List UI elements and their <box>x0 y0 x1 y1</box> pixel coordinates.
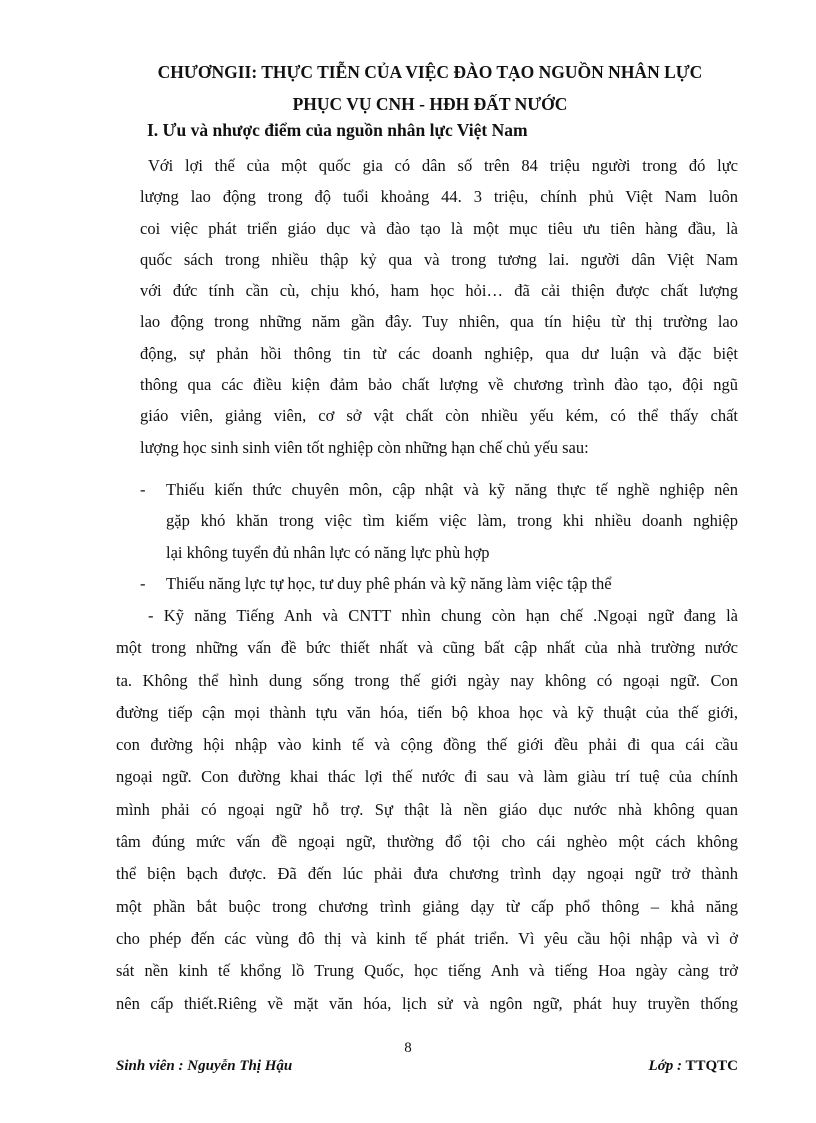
paragraph-line: lao động trong những năm gần đây. Tuy nhiên, qua tín hiệu từ thị trường lao <box>140 312 738 332</box>
bullet-line: Thiếu kiến thức chuyên môn, cập nhật và kỹ năng thực tế nghề nghiệp nên <box>166 480 738 499</box>
footer-student: Sinh viên : Nguyễn Thị Hậu <box>116 1058 293 1074</box>
intro-paragraph <box>140 150 738 463</box>
paragraph-line: lượng học sinh sinh viên tốt nghiệp còn những hạn chế chủ yếu sau: <box>140 437 589 457</box>
paragraph-line: thông qua các điều kiện đảm bảo chất lượng về chương trình đào tạo, đội ngũ <box>140 375 738 395</box>
paragraph-line: thể biện bạch được. Đã đến lúc phải đưa chương trình dạy ngoại ngữ trở thành <box>116 864 738 884</box>
paragraph-line: đường tiếp cận mọi thành tựu văn hóa, tiến bộ khoa học và kỹ thuật của thế giới, <box>116 702 738 722</box>
paragraph-line: ngoại ngữ. Con đường khai thác lợi thế nước đi sau và làm giàu trí tuệ của chính <box>116 767 738 787</box>
bullet-dash: - <box>140 573 146 593</box>
chapter-title <box>100 56 760 120</box>
paragraph-line: coi việc phát triển giáo dục và đào tạo là một mục tiêu ưu tiên hàng đầu, là <box>140 218 738 238</box>
paragraph-line: giáo viên, giảng viên, cơ sở vật chất còn nhiều yếu kém, có thể thấy chất <box>140 406 738 426</box>
paragraph-line: một trong những vấn đề bức thiết nhất và cũng bất cập nhất của nhà trường nước <box>116 638 738 658</box>
section-heading: I. Ưu và nhược điểm của nguồn nhân lực Việt Nam <box>147 120 528 140</box>
paragraph-line: lượng lao động trong độ tuổi khoảng 44. 3 triệu, chính phủ Việt Nam luôn <box>140 187 738 207</box>
bullet-list <box>140 474 738 599</box>
chapter-title-line-1: CHƯƠNGII: THỰC TIỄN CỦA VIỆC ĐÀO TẠO NGUỒN NHÂN LỰC <box>157 62 703 82</box>
bullet-line: Thiếu năng lực tự học, tư duy phê phán và kỹ năng làm việc tập thể <box>166 573 612 593</box>
footer-class <box>649 1058 738 1075</box>
paragraph-line: nên cấp thiết.Riêng về mặt văn hóa, lịch sử và ngôn ngữ, phát huy truyền thống <box>116 993 738 1013</box>
page-footer <box>116 1058 738 1080</box>
paragraph-line: động, sự phản hồi thông tin từ các doanh nghiệp, qua dư luận và đặc biệt <box>140 343 738 363</box>
footer-class-label: Lớp : <box>648 1058 682 1074</box>
bullet-item <box>140 568 738 599</box>
paragraph-line: mình phải có ngoại ngữ hỗ trợ. Sự thật là nền giáo dục nước nhà không quan <box>116 799 738 819</box>
paragraph-line: - Kỹ năng Tiếng Anh và CNTT nhìn chung còn hạn chế .Ngoại ngữ đang là <box>148 606 738 625</box>
chapter-title-line-2: PHỤC VỤ CNH - HĐH ĐẤT NƯỚC <box>292 94 568 114</box>
paragraph-line: tâm đúng mức vấn đề ngoại ngữ, thường đổ tội cho cái nghèo một cách không <box>116 832 738 852</box>
paragraph-line: con đường hội nhập vào kinh tế và cộng đồng thế giới đều phải đi qua cái cầu <box>116 735 738 755</box>
paragraph-line: Với lợi thế của một quốc gia có dân số trên 84 triệu người trong đó lực <box>148 156 738 175</box>
paragraph-line: với đức tính cần cù, chịu khó, ham học hỏi… đã cải thiện được chất lượng <box>140 281 738 301</box>
bullet-line: gặp khó khăn trong việc tìm kiếm việc làm, trong khi nhiều doanh nghiệp <box>166 511 738 531</box>
language-paragraph <box>116 600 738 1020</box>
bullet-line: lại không tuyển đủ nhân lực có năng lực phù hợp <box>166 542 490 562</box>
paragraph-line: quốc sách trong nhiều thập kỷ qua và trong tương lai. người dân Việt Nam <box>140 249 738 269</box>
paragraph-line: sát nền kinh tế khổng lồ Trung Quốc, học tiếng Anh và tiếng Hoa ngày càng trở <box>116 961 738 981</box>
paragraph-line: một phần bắt buộc trong chương trình giảng dạy từ cấp phổ thông – khả năng <box>116 896 738 916</box>
paragraph-line: ta. Không thể hình dung sống trong thế giới ngày nay không có ngoại ngữ. Con <box>116 670 738 690</box>
paragraph-line: cho phép đến các vùng đô thị và kinh tế phát triển. Vì yêu cầu hội nhập và vì ở <box>116 928 738 948</box>
bullet-item <box>140 474 738 568</box>
page-number: 8 <box>404 1040 412 1056</box>
bullet-dash: - <box>140 480 146 499</box>
footer-class-value: TTQTC <box>685 1058 738 1074</box>
